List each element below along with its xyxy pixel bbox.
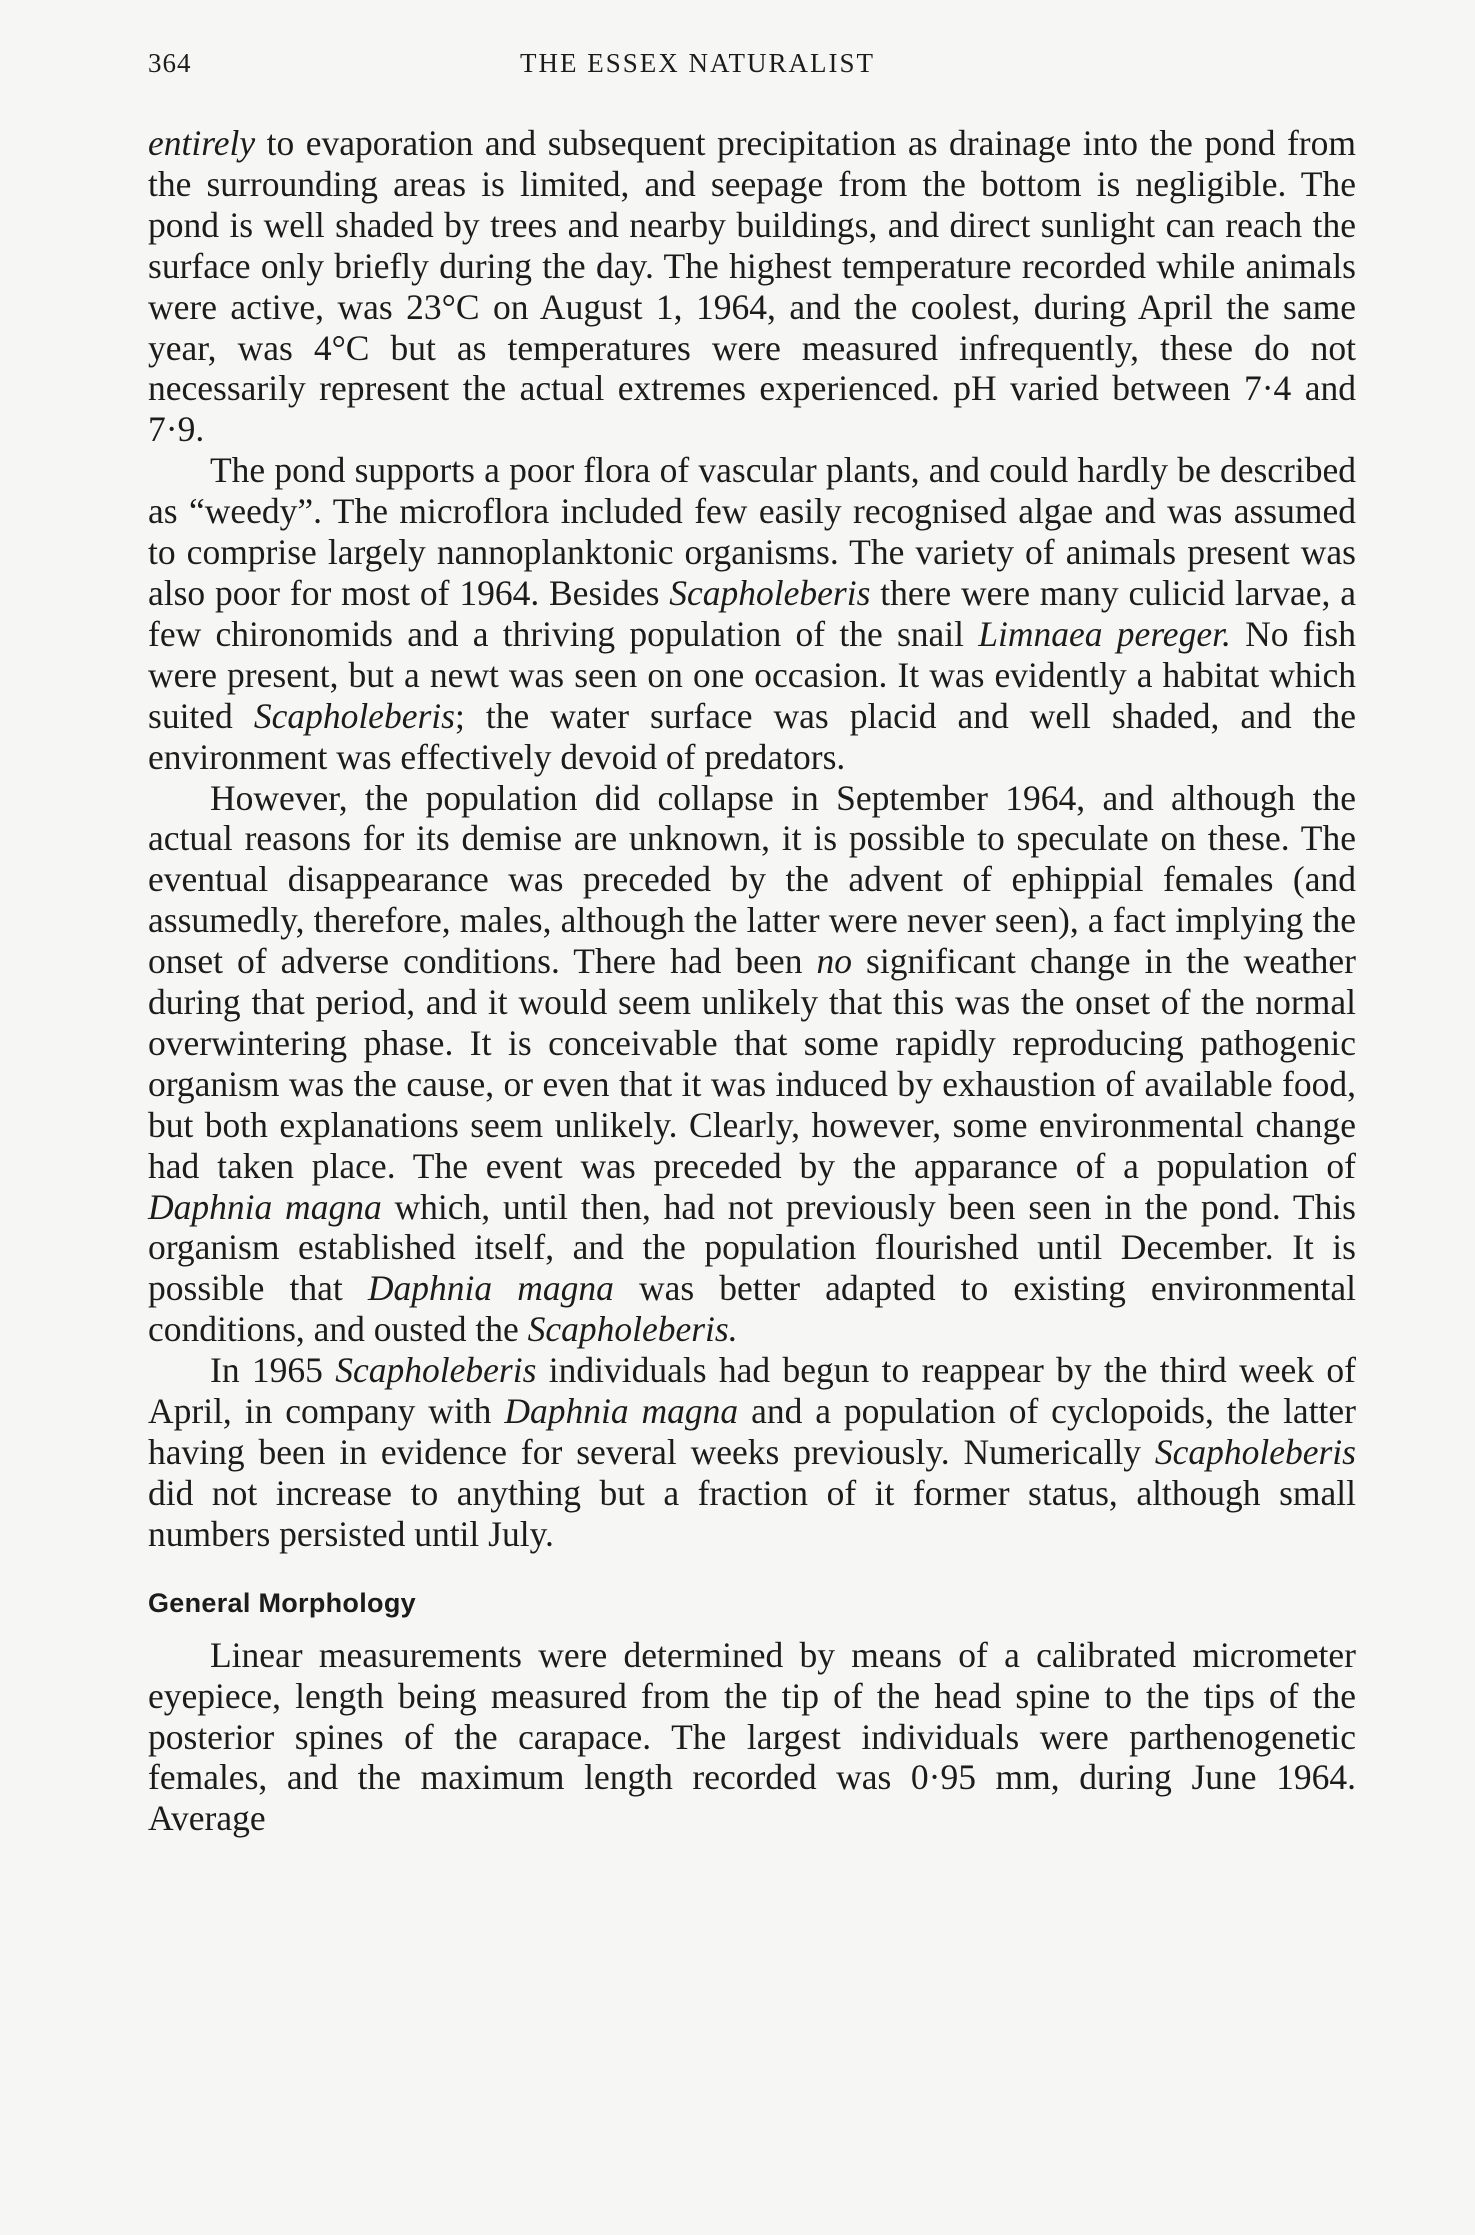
- taxon-name: Daphnia magna: [148, 1186, 382, 1227]
- taxon-name: Daphnia magna: [504, 1391, 739, 1432]
- paragraph-3-text-a: However, the population did collapse in September 1964, and although the actual reasons for its demise are unknown, it is possible to speculate on these. The eventual disappearance was preceded by the advent of ephippial females (and assumedly, therefore, males, although the latter were never seen), a fact implying the onset of adverse conditions. There had been: [148, 777, 1356, 982]
- paragraph-2: [148, 450, 1356, 777]
- emphasis: no: [816, 941, 852, 982]
- section-heading: General Morphology: [148, 1587, 416, 1618]
- paragraph-4: [148, 1350, 1356, 1555]
- paragraph-4-text-b: individuals had begun to reappear by the third week of April, in company with: [148, 1350, 1356, 1432]
- taxon-name: Scapholeberis: [669, 572, 871, 613]
- paragraph-3-text-c: which, until then, had not previously been seen in the pond. This organism established itself, and the population flourished until December. It is possible that: [148, 1186, 1356, 1309]
- taxon-name: Scapholeberis: [253, 695, 455, 736]
- taxon-name: Limnaea pereger.: [978, 613, 1231, 654]
- paragraph-5: Linear measurements were determined by means of a calibrated micrometer eyepiece, length being measured from the tip of the head spine to the tips of the posterior spines of the carapace. The largest individuals were parthenogenetic females, and the maximum length recorded was 0·95 mm, during June 1964. Average: [148, 1634, 1356, 1839]
- page-number: 364: [148, 48, 192, 78]
- paragraph-3-text-b: significant change in the weather during that period, and it would seem unlikely that this was the onset of the normal overwintering phase. It is conceivable that some rapidly reproducing pathogenic organism was the cause, or even that it was induced by exhaustion of available food, but both explanations seem unlikely. Clearly, however, some environmental change had taken place. The event was preceded by the apparance of a population of: [148, 941, 1356, 1186]
- taxon-name: Scapholeberis: [335, 1350, 537, 1391]
- paragraph-2-text-d: ; the water surface was placid and well shaded, and the environment was effectively devoid of predators.: [148, 695, 1356, 777]
- paragraph-2-text-a: The pond supports a poor flora of vascular plants, and could hardly be described as “weedy”. The microflora included few easily recognised algae and was assumed to comprise largely nannoplanktonic organisms. The variety of animals present was also poor for most of 1964. Besides: [148, 450, 1356, 613]
- paragraph-4-text-c: and a population of cyclopoids, the latter having been in evidence for several weeks previously. Numerically: [148, 1391, 1356, 1472]
- paragraph-2-text-c: No fish were present, but a newt was seen on one occasion. It was evidently a habitat which suited: [148, 613, 1356, 736]
- paragraph-3-text-d: was better adapted to existing environmental conditions, and ousted the: [148, 1268, 1356, 1350]
- taxon-name: Scapholeberis: [1154, 1432, 1356, 1472]
- running-head: [148, 48, 1356, 88]
- paragraph-4-text-a: In 1965: [210, 1350, 336, 1391]
- paragraph-1: [148, 123, 1356, 450]
- journal-title: THE ESSEX NATURALIST: [520, 48, 875, 78]
- body-text: [148, 123, 1356, 1839]
- paragraph-3: [148, 778, 1356, 1351]
- paragraph-2-text-b: there were many culicid larvae, a few chironomids and a thriving population of the snail: [148, 572, 1357, 654]
- paragraph-1-lead: entirely: [148, 123, 256, 163]
- paragraph-4-text-d: did not increase to anything but a fraction of it former status, although small numbers persisted until July.: [148, 1472, 1356, 1554]
- taxon-name: Daphnia magna: [367, 1268, 614, 1309]
- paragraph-1-text: to evaporation and subsequent precipitation as drainage into the pond from the surrounding areas is limited, and seepage from the bottom is negligible. The pond is well shaded by trees and nearby buildings, and direct sunlight can reach the surface only briefly during the day. The highest temperature recorded while animals were active, was 23°C on August 1, 1964, and the coolest, during April the same year, was 4°C but as temperatures were measured infrequently, these do not necessarily represent the actual extremes experienced. pH varied between 7·4 and 7·9.: [148, 123, 1356, 450]
- taxon-name: Scapholeberis.: [527, 1309, 738, 1350]
